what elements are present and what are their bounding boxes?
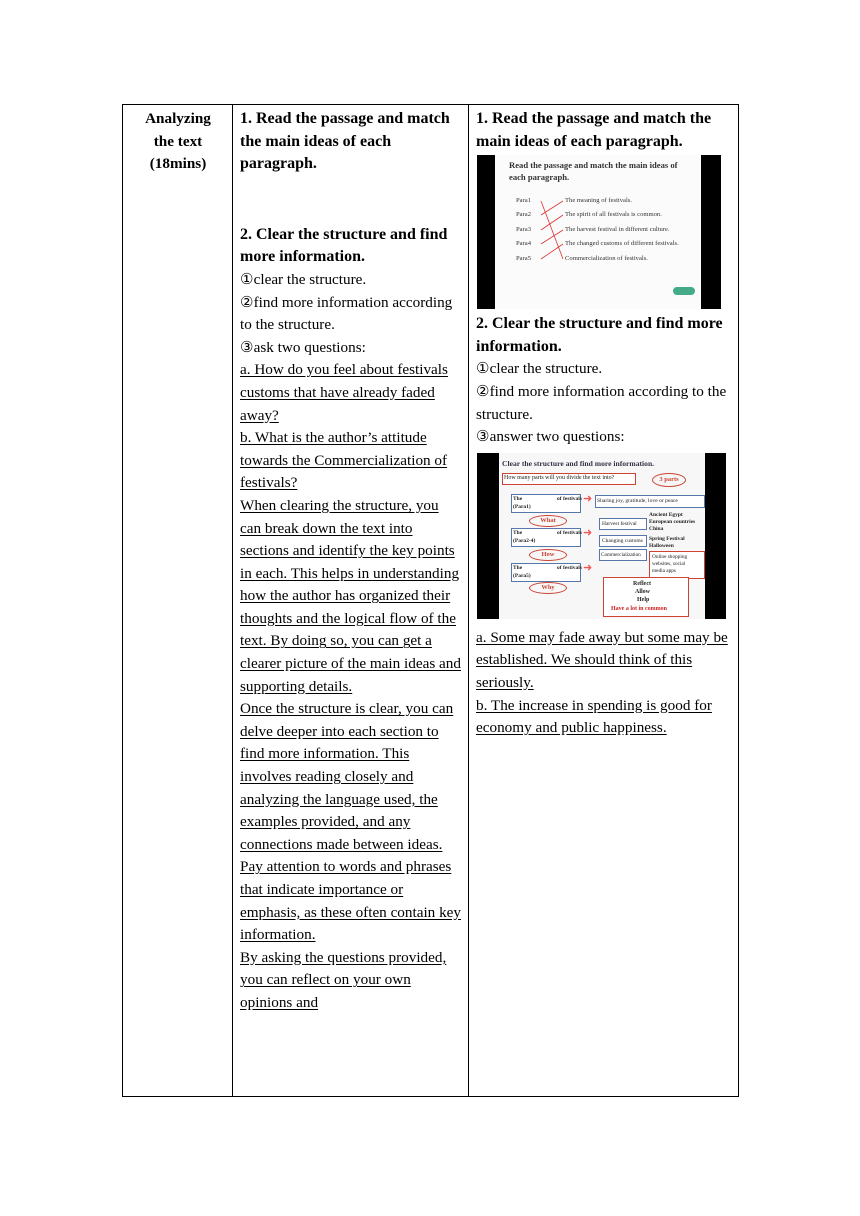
common-text: Have a lot in common (611, 605, 667, 612)
step-item: ①clear the structure. (240, 270, 367, 288)
structure-slide-image (477, 453, 726, 619)
row-part: (Para1) (513, 503, 531, 510)
main-idea: The harvest festival in different culture. (565, 226, 670, 234)
oval-label: What (529, 515, 567, 527)
step-item: ③ask two questions: (240, 338, 366, 356)
step-item: ③answer two questions: (476, 428, 625, 446)
row-the: The (513, 495, 523, 502)
changing-item: Spring Festival (649, 535, 685, 542)
answer-a: a. Some may fade away but some may be established. We should think of this seriously. (476, 628, 728, 691)
row-the: The (513, 529, 523, 536)
para-label: Para5 (516, 255, 532, 263)
arrow-icon: ➜ (583, 526, 593, 539)
row-part: (Para5) (513, 572, 531, 579)
row-the: The (513, 564, 523, 571)
lesson-table (122, 104, 739, 1097)
slide-nav-icon (673, 287, 695, 295)
para-label: Para3 (516, 226, 532, 234)
question-a: a. How do you feel about festivals customs that have already faded away? (240, 361, 448, 424)
oval-label: Why (529, 582, 567, 594)
step1-heading: 1. Read the passage and match the main ideas of each paragraph. (240, 110, 450, 173)
harvest-box: Harvest festival (602, 520, 637, 527)
explanation-paragraph: Once the structure is clear, you can delve deeper into each section to find more information. This involves reading closely and analyzing the language used, the examples provided, and any connections made between ideas. Pay attention to words and phrases that indicate importance or emphasis, as these often contain key information. (240, 700, 461, 944)
row-of: of festivals (557, 495, 582, 502)
main-idea: Commercialization of festivals. (565, 255, 648, 263)
reflect-word: Help (637, 596, 650, 603)
changing-box: Changing customs (602, 537, 643, 544)
arrow-icon: ➜ (583, 492, 593, 505)
commercial-box: Commercialization (601, 551, 641, 558)
step1-heading: 1. Read the passage and match the main ideas of each paragraph. (476, 110, 712, 150)
match-slide-image (477, 155, 721, 309)
main-idea: The spirit of all festivals is common. (565, 211, 662, 219)
slide-question: How many parts will you divide the text into? (504, 474, 615, 481)
row-of: of festivals (557, 564, 582, 571)
slide-title: Read the passage and match the main ideas of each paragraph. (509, 160, 678, 183)
step2-heading: 2. Clear the structure and find more information. (240, 225, 448, 266)
reflect-word: Reflect (633, 580, 651, 587)
commercial-note: Online shopping (652, 553, 688, 560)
question-b: b. What is the author’s attitude towards the Commercialization of festivals? (240, 429, 448, 492)
changing-item: Halloween (649, 542, 674, 549)
harvest-item: China (649, 525, 664, 532)
section-label-line: Analyzing (145, 110, 211, 127)
step-item: ②find more information according to the structure. (476, 382, 727, 423)
row-of: of festivals (557, 529, 582, 536)
row-part: (Para2-4) (513, 537, 536, 544)
answer-b: b. The increase in spending is good for economy and public happiness. (476, 696, 712, 737)
para-label: Para1 (516, 197, 532, 205)
harvest-item: European countries (649, 518, 696, 525)
step-item: ②find more information according to the structure. (240, 293, 453, 334)
explanation-paragraph: By asking the questions provided, you can reflect on your own opinions and (240, 948, 447, 1011)
explanation-paragraph: When clearing the structure, you can break down the text into sections and identify the key points in each. This helps in understanding how the author has organized their thoughts and the logical flow of the text. By doing so, you can get a clearer picture of the main ideas and supporting details. (240, 496, 461, 695)
teacher-activity-cell (233, 105, 469, 1097)
para-label: Para4 (516, 240, 532, 248)
answer-oval: 3 parts (652, 473, 686, 487)
commercial-note: websites, social (652, 560, 686, 567)
harvest-item: Ancient Egypt (649, 511, 683, 518)
table-row (123, 105, 739, 1097)
oval-label: How (529, 549, 567, 561)
arrow-icon: ➜ (583, 561, 593, 574)
section-label-cell (123, 105, 233, 1097)
section-label-line: (18mins) (149, 155, 207, 173)
section-label-line: the text (153, 132, 203, 150)
main-idea: The changed customs of different festivals. (565, 240, 679, 248)
step-item: ①clear the structure. (476, 360, 603, 378)
main-idea: The meaning of festivals. (565, 197, 633, 205)
commercial-note: media apps (652, 567, 676, 574)
step2-heading: 2. Clear the structure and find more information. (476, 315, 723, 355)
reflect-word: Allow (635, 588, 650, 595)
slide-title: Clear the structure and find more information. (502, 458, 655, 468)
para-label: Para2 (516, 211, 532, 219)
sharing-box: Sharing joy, gratitude, love or peace (597, 497, 678, 504)
student-activity-cell (469, 105, 739, 1097)
